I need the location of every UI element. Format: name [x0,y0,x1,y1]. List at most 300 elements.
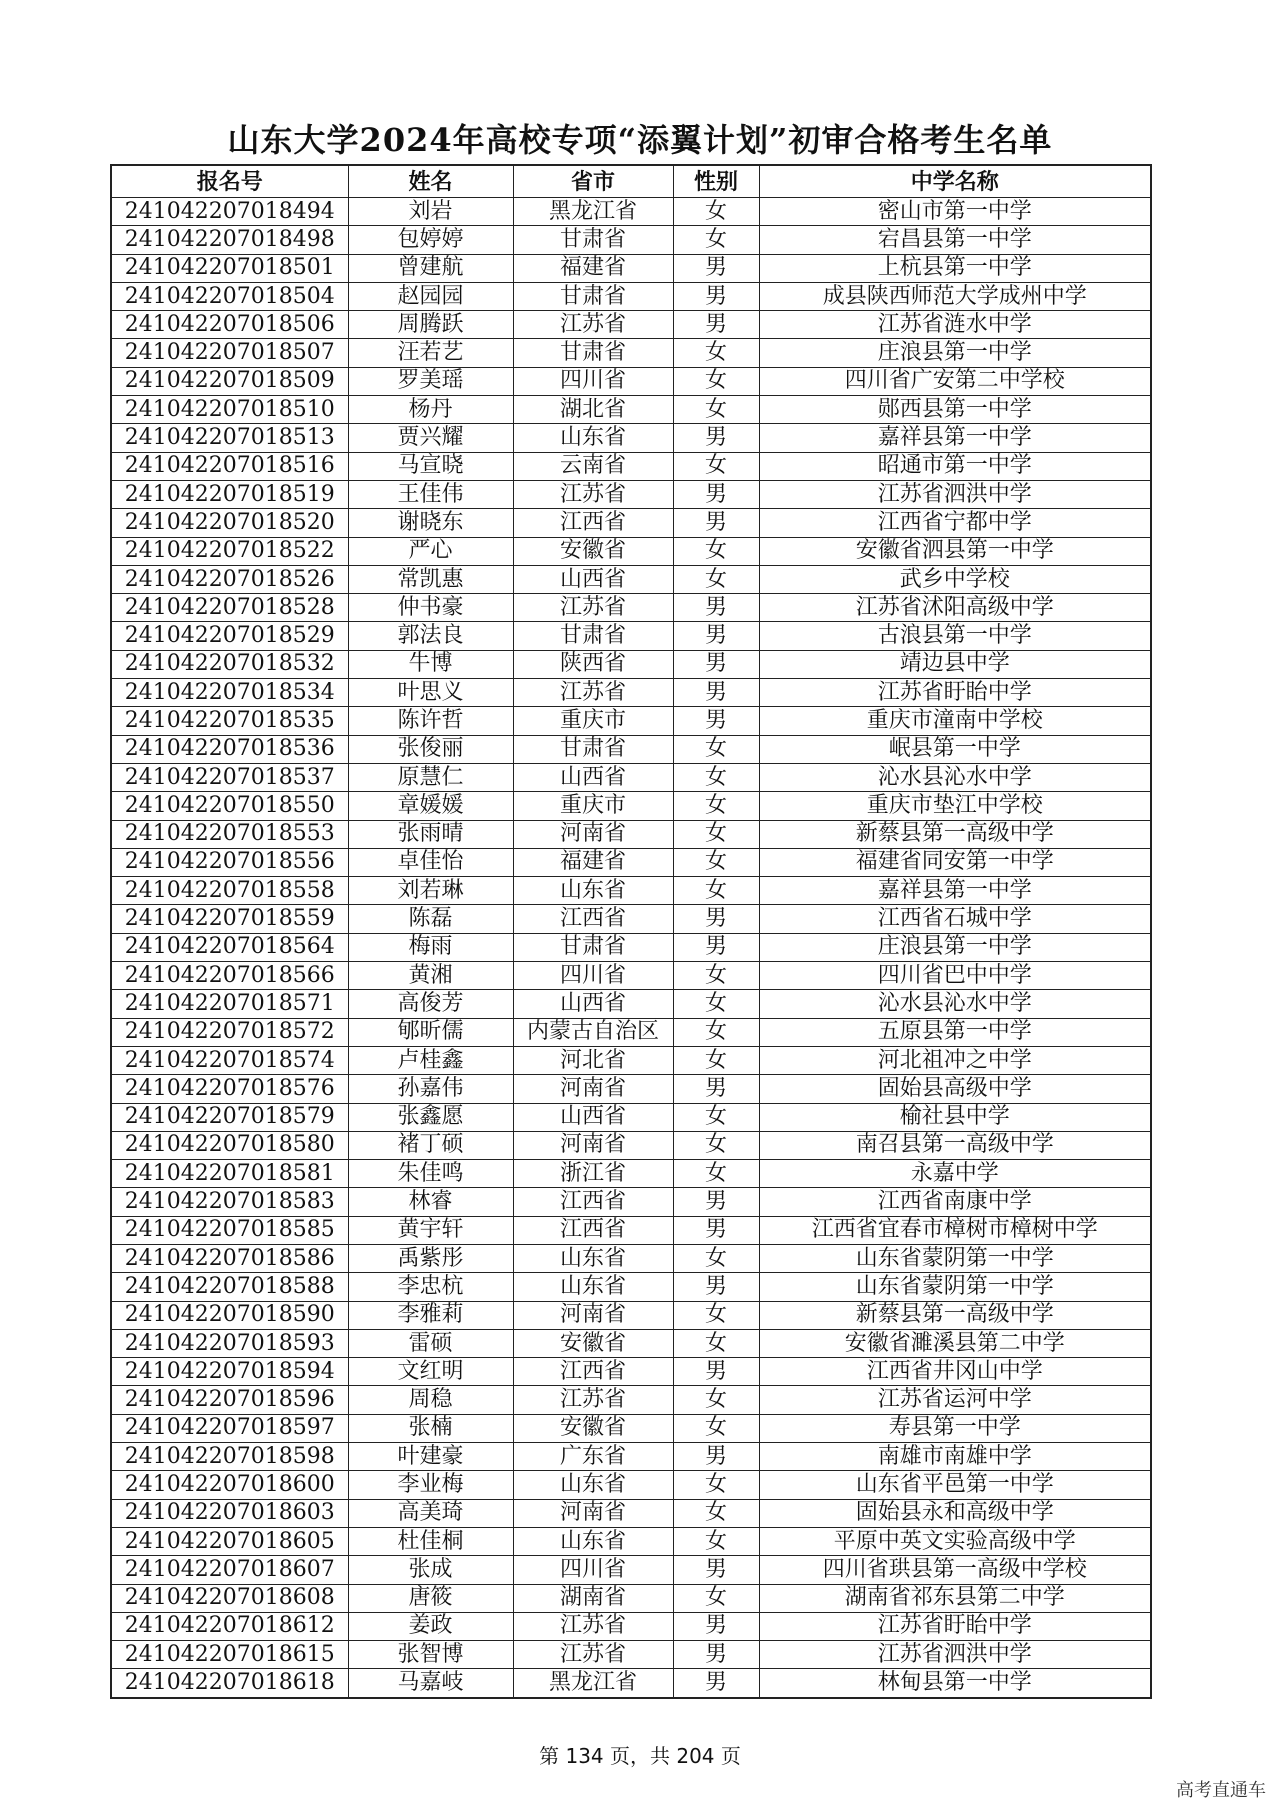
gender-cell: 女 [673,198,759,226]
gender-cell: 男 [673,254,759,282]
table-row [111,962,1151,990]
school-cell: 江苏省泗洪中学 [759,1641,1151,1669]
name-cell: 郭法良 [348,622,513,650]
school-cell: 江苏省运河中学 [759,1386,1151,1414]
name-cell: 林睿 [348,1188,513,1216]
school-cell: 江苏省盱眙中学 [759,679,1151,707]
school-cell: 武乡中学校 [759,565,1151,593]
school-cell: 密山市第一中学 [759,198,1151,226]
school-cell: 新蔡县第一高级中学 [759,1301,1151,1329]
header-gender: 性别 [673,165,759,198]
name-cell: 高美琦 [348,1499,513,1527]
gender-cell: 女 [673,792,759,820]
table-row [111,820,1151,848]
name-cell: 禹紫彤 [348,1244,513,1272]
province-cell: 山东省 [513,424,673,452]
name-cell: 杨丹 [348,396,513,424]
gender-cell: 女 [673,1046,759,1074]
gender-cell: 男 [673,509,759,537]
school-cell: 山东省平邑第一中学 [759,1471,1151,1499]
name-cell: 常凯惠 [348,565,513,593]
province-cell: 河南省 [513,1131,673,1159]
gender-cell: 男 [673,707,759,735]
table-row [111,1273,1151,1301]
table-header-row [111,165,1151,198]
table-row [111,1131,1151,1159]
province-cell: 江苏省 [513,480,673,508]
table-row [111,650,1151,678]
registration-number-cell: 241042207018564 [111,933,348,961]
table-row [111,1584,1151,1612]
registration-number-cell: 241042207018598 [111,1443,348,1471]
province-cell: 山西省 [513,1103,673,1131]
school-cell: 岷县第一中学 [759,735,1151,763]
gender-cell: 女 [673,1527,759,1555]
province-cell: 四川省 [513,962,673,990]
name-cell: 马嘉岐 [348,1669,513,1698]
gender-cell: 女 [673,1018,759,1046]
name-cell: 孙嘉伟 [348,1075,513,1103]
province-cell: 江西省 [513,905,673,933]
province-cell: 山东省 [513,1527,673,1555]
province-cell: 内蒙古自治区 [513,1018,673,1046]
school-cell: 昭通市第一中学 [759,452,1151,480]
name-cell: 杜佳桐 [348,1527,513,1555]
gender-cell: 女 [673,1160,759,1188]
table-row [111,1075,1151,1103]
registration-number-cell: 241042207018553 [111,820,348,848]
province-cell: 山东省 [513,1244,673,1272]
table-row [111,933,1151,961]
table-row [111,622,1151,650]
registration-number-cell: 241042207018571 [111,990,348,1018]
school-cell: 古浪县第一中学 [759,622,1151,650]
table-row [111,990,1151,1018]
table-row [111,1499,1151,1527]
province-cell: 山东省 [513,1471,673,1499]
province-cell: 福建省 [513,254,673,282]
school-cell: 沁水县沁水中学 [759,763,1151,791]
school-cell: 四川省巴中中学 [759,962,1151,990]
name-cell: 张俊丽 [348,735,513,763]
gender-cell: 男 [673,1188,759,1216]
gender-cell: 女 [673,763,759,791]
school-cell: 重庆市潼南中学校 [759,707,1151,735]
province-cell: 甘肃省 [513,226,673,254]
name-cell: 黄湘 [348,962,513,990]
table-row [111,1641,1151,1669]
school-cell: 四川省珙县第一高级中学校 [759,1556,1151,1584]
school-cell: 寿县第一中学 [759,1414,1151,1442]
school-cell: 上杭县第一中学 [759,254,1151,282]
school-cell: 靖边县中学 [759,650,1151,678]
name-cell: 贾兴耀 [348,424,513,452]
school-cell: 山东省蒙阴第一中学 [759,1244,1151,1272]
gender-cell: 女 [673,367,759,395]
gender-cell: 男 [673,1075,759,1103]
registration-number-cell: 241042207018516 [111,452,348,480]
school-cell: 重庆市垫江中学校 [759,792,1151,820]
province-cell: 福建省 [513,848,673,876]
registration-number-cell: 241042207018615 [111,1641,348,1669]
registration-number-cell: 241042207018494 [111,198,348,226]
gender-cell: 女 [673,396,759,424]
registration-number-cell: 241042207018510 [111,396,348,424]
province-cell: 江苏省 [513,679,673,707]
gender-cell: 女 [673,1244,759,1272]
registration-number-cell: 241042207018550 [111,792,348,820]
table-row [111,877,1151,905]
school-cell: 榆社县中学 [759,1103,1151,1131]
table-row [111,792,1151,820]
name-cell: 汪若艺 [348,339,513,367]
name-cell: 王佳伟 [348,480,513,508]
registration-number-cell: 241042207018509 [111,367,348,395]
school-cell: 江西省井冈山中学 [759,1358,1151,1386]
registration-number-cell: 241042207018607 [111,1556,348,1584]
table-row [111,311,1151,339]
province-cell: 山西省 [513,763,673,791]
registration-number-cell: 241042207018588 [111,1273,348,1301]
registration-number-cell: 241042207018581 [111,1160,348,1188]
table-row [111,1443,1151,1471]
school-cell: 江西省宜春市樟树市樟树中学 [759,1216,1151,1244]
table-body [111,198,1151,1698]
gender-cell: 男 [673,650,759,678]
registration-number-cell: 241042207018576 [111,1075,348,1103]
registration-number-cell: 241042207018507 [111,339,348,367]
gender-cell: 女 [673,1103,759,1131]
page-number: 第 134 页，共 204 页 [539,1744,741,1768]
province-cell: 安徽省 [513,1414,673,1442]
registration-number-cell: 241042207018536 [111,735,348,763]
gender-cell: 女 [673,962,759,990]
school-cell: 嘉祥县第一中学 [759,424,1151,452]
school-cell: 新蔡县第一高级中学 [759,820,1151,848]
name-cell: 朱佳鸣 [348,1160,513,1188]
table-row [111,452,1151,480]
gender-cell: 女 [673,565,759,593]
school-cell: 林甸县第一中学 [759,1669,1151,1698]
name-cell: 刘岩 [348,198,513,226]
province-cell: 江西省 [513,1216,673,1244]
gender-cell: 男 [673,424,759,452]
header-registration-number: 报名号 [111,165,348,198]
province-cell: 山东省 [513,877,673,905]
registration-number-cell: 241042207018558 [111,877,348,905]
table-row [111,735,1151,763]
registration-number-cell: 241042207018504 [111,282,348,310]
province-cell: 湖南省 [513,1584,673,1612]
name-cell: 唐筱 [348,1584,513,1612]
gender-cell: 男 [673,1273,759,1301]
table-row [111,1471,1151,1499]
table-row [111,1160,1151,1188]
gender-cell: 男 [673,311,759,339]
school-cell: 嘉祥县第一中学 [759,877,1151,905]
header-name: 姓名 [348,165,513,198]
gender-cell: 女 [673,1329,759,1357]
registration-number-cell: 241042207018580 [111,1131,348,1159]
name-cell: 章媛媛 [348,792,513,820]
gender-cell: 男 [673,480,759,508]
table-row [111,1386,1151,1414]
name-cell: 赵园园 [348,282,513,310]
school-cell: 福建省同安第一中学 [759,848,1151,876]
province-cell: 甘肃省 [513,622,673,650]
candidate-table [110,164,1152,1699]
name-cell: 张鑫愿 [348,1103,513,1131]
registration-number-cell: 241042207018586 [111,1244,348,1272]
table-row [111,1414,1151,1442]
name-cell: 陈磊 [348,905,513,933]
gender-cell: 男 [673,1443,759,1471]
school-cell: 江苏省盱眙中学 [759,1612,1151,1640]
table-row [111,1329,1151,1357]
school-cell: 南雄市南雄中学 [759,1443,1151,1471]
province-cell: 陕西省 [513,650,673,678]
gender-cell: 女 [673,1131,759,1159]
registration-number-cell: 241042207018600 [111,1471,348,1499]
province-cell: 山西省 [513,565,673,593]
school-cell: 固始县高级中学 [759,1075,1151,1103]
table-row [111,848,1151,876]
province-cell: 重庆市 [513,792,673,820]
registration-number-cell: 241042207018585 [111,1216,348,1244]
table-row [111,254,1151,282]
school-cell: 沁水县沁水中学 [759,990,1151,1018]
school-cell: 江西省宁都中学 [759,509,1151,537]
province-cell: 广东省 [513,1443,673,1471]
province-cell: 江苏省 [513,1386,673,1414]
school-cell: 四川省广安第二中学校 [759,367,1151,395]
gender-cell: 男 [673,622,759,650]
gender-cell: 男 [673,1556,759,1584]
school-cell: 庄浪县第一中学 [759,339,1151,367]
registration-number-cell: 241042207018528 [111,594,348,622]
school-cell: 固始县永和高级中学 [759,1499,1151,1527]
gender-cell: 女 [673,1414,759,1442]
table-row [111,480,1151,508]
name-cell: 叶思义 [348,679,513,707]
registration-number-cell: 241042207018583 [111,1188,348,1216]
province-cell: 河南省 [513,1301,673,1329]
name-cell: 陈许哲 [348,707,513,735]
province-cell: 江西省 [513,509,673,537]
registration-number-cell: 241042207018608 [111,1584,348,1612]
registration-number-cell: 241042207018529 [111,622,348,650]
province-cell: 重庆市 [513,707,673,735]
name-cell: 姜政 [348,1612,513,1640]
province-cell: 浙江省 [513,1160,673,1188]
province-cell: 山西省 [513,990,673,1018]
table-row [111,1103,1151,1131]
gender-cell: 男 [673,905,759,933]
name-cell: 刘若琳 [348,877,513,905]
name-cell: 李业梅 [348,1471,513,1499]
name-cell: 谢晓东 [348,509,513,537]
table-row [111,198,1151,226]
province-cell: 甘肃省 [513,339,673,367]
province-cell: 四川省 [513,367,673,395]
registration-number-cell: 241042207018597 [111,1414,348,1442]
name-cell: 罗美瑶 [348,367,513,395]
gender-cell: 女 [673,877,759,905]
registration-number-cell: 241042207018519 [111,480,348,508]
table-row [111,509,1151,537]
province-cell: 江苏省 [513,311,673,339]
table-row [111,763,1151,791]
table-row [111,1669,1151,1698]
table-row [111,1244,1151,1272]
name-cell: 黄宇轩 [348,1216,513,1244]
registration-number-cell: 241042207018559 [111,905,348,933]
registration-number-cell: 241042207018498 [111,226,348,254]
province-cell: 黑龙江省 [513,198,673,226]
name-cell: 卓佳怡 [348,848,513,876]
table-row [111,1046,1151,1074]
province-cell: 安徽省 [513,537,673,565]
document-title: 山东大学2024年高校专项“添翼计划”初审合格考生名单 [227,121,1053,159]
name-cell: 梅雨 [348,933,513,961]
name-cell: 原慧仁 [348,763,513,791]
table-row [111,1556,1151,1584]
name-cell: 牛博 [348,650,513,678]
registration-number-cell: 241042207018506 [111,311,348,339]
school-cell: 安徽省濉溪县第二中学 [759,1329,1151,1357]
name-cell: 严心 [348,537,513,565]
school-cell: 平原中英文实验高级中学 [759,1527,1151,1555]
name-cell: 曾建航 [348,254,513,282]
registration-number-cell: 241042207018603 [111,1499,348,1527]
school-cell: 江苏省涟水中学 [759,311,1151,339]
province-cell: 湖北省 [513,396,673,424]
registration-number-cell: 241042207018520 [111,509,348,537]
province-cell: 河南省 [513,820,673,848]
table-row [111,565,1151,593]
registration-number-cell: 241042207018537 [111,763,348,791]
name-cell: 张雨晴 [348,820,513,848]
gender-cell: 女 [673,537,759,565]
registration-number-cell: 241042207018594 [111,1358,348,1386]
registration-number-cell: 241042207018596 [111,1386,348,1414]
school-cell: 江西省南康中学 [759,1188,1151,1216]
province-cell: 江西省 [513,1358,673,1386]
province-cell: 河南省 [513,1499,673,1527]
table-row [111,594,1151,622]
name-cell: 李忠杭 [348,1273,513,1301]
name-cell: 叶建豪 [348,1443,513,1471]
name-cell: 文红明 [348,1358,513,1386]
table-row [111,339,1151,367]
table-row [111,1358,1151,1386]
province-cell: 甘肃省 [513,933,673,961]
registration-number-cell: 241042207018556 [111,848,348,876]
school-cell: 河北祖冲之中学 [759,1046,1151,1074]
header-school: 中学名称 [759,165,1151,198]
name-cell: 卢桂鑫 [348,1046,513,1074]
name-cell: 褚丁硕 [348,1131,513,1159]
registration-number-cell: 241042207018566 [111,962,348,990]
gender-cell: 女 [673,1386,759,1414]
school-cell: 成县陕西师范大学成州中学 [759,282,1151,310]
school-cell: 南召县第一高级中学 [759,1131,1151,1159]
gender-cell: 男 [673,1216,759,1244]
table-row [111,1301,1151,1329]
gender-cell: 女 [673,1471,759,1499]
gender-cell: 男 [673,1669,759,1698]
province-cell: 安徽省 [513,1329,673,1357]
gender-cell: 女 [673,1301,759,1329]
registration-number-cell: 241042207018612 [111,1612,348,1640]
school-cell: 永嘉中学 [759,1160,1151,1188]
name-cell: 张楠 [348,1414,513,1442]
school-cell: 湖南省祁东县第二中学 [759,1584,1151,1612]
table-row [111,396,1151,424]
table-row [111,537,1151,565]
table-row [111,1188,1151,1216]
name-cell: 仲书豪 [348,594,513,622]
registration-number-cell: 241042207018574 [111,1046,348,1074]
province-cell: 云南省 [513,452,673,480]
gender-cell: 女 [673,226,759,254]
gender-cell: 男 [673,1612,759,1640]
province-cell: 四川省 [513,1556,673,1584]
school-cell: 江西省石城中学 [759,905,1151,933]
table-row [111,707,1151,735]
province-cell: 山东省 [513,1273,673,1301]
gender-cell: 女 [673,990,759,1018]
registration-number-cell: 241042207018590 [111,1301,348,1329]
name-cell: 高俊芳 [348,990,513,1018]
province-cell: 甘肃省 [513,735,673,763]
gender-cell: 男 [673,679,759,707]
table-row [111,367,1151,395]
name-cell: 李雅莉 [348,1301,513,1329]
registration-number-cell: 241042207018532 [111,650,348,678]
name-cell: 包婷婷 [348,226,513,254]
gender-cell: 男 [673,282,759,310]
table-row [111,905,1151,933]
registration-number-cell: 241042207018618 [111,1669,348,1698]
name-cell: 雷硕 [348,1329,513,1357]
registration-number-cell: 241042207018593 [111,1329,348,1357]
name-cell: 周腾跃 [348,311,513,339]
table-row [111,1018,1151,1046]
school-cell: 江苏省沭阳高级中学 [759,594,1151,622]
table-row [111,424,1151,452]
school-cell: 郧西县第一中学 [759,396,1151,424]
registration-number-cell: 241042207018534 [111,679,348,707]
table-row [111,1612,1151,1640]
table-row [111,679,1151,707]
gender-cell: 女 [673,1499,759,1527]
name-cell: 张成 [348,1556,513,1584]
name-cell: 周稳 [348,1386,513,1414]
gender-cell: 男 [673,933,759,961]
gender-cell: 女 [673,735,759,763]
table-row [111,226,1151,254]
registration-number-cell: 241042207018501 [111,254,348,282]
school-cell: 庄浪县第一中学 [759,933,1151,961]
province-cell: 黑龙江省 [513,1669,673,1698]
gender-cell: 男 [673,1358,759,1386]
name-cell: 张智博 [348,1641,513,1669]
school-cell: 安徽省泗县第一中学 [759,537,1151,565]
registration-number-cell: 241042207018605 [111,1527,348,1555]
header-province: 省市 [513,165,673,198]
province-cell: 甘肃省 [513,282,673,310]
